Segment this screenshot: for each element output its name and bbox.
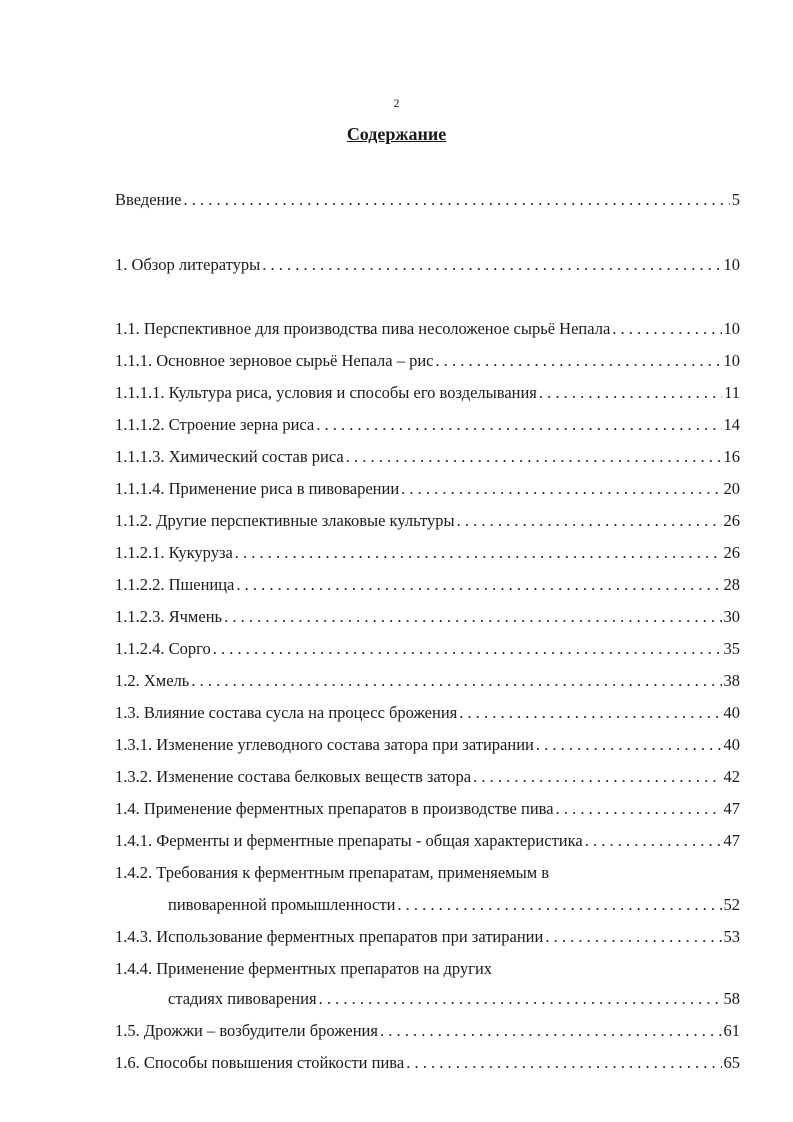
dot-leader xyxy=(316,412,721,438)
dot-leader xyxy=(545,924,721,950)
toc-entry xyxy=(115,316,740,342)
dot-leader xyxy=(235,540,722,566)
toc-entry-label-continuation: пивоваренной промышленности xyxy=(168,895,396,914)
toc-entry-page: 10 xyxy=(723,255,740,274)
toc-entry-page: 26 xyxy=(723,543,740,562)
toc-entry-label-continuation: стадиях пивоварения xyxy=(168,989,317,1008)
toc-entry-page: 26 xyxy=(723,511,740,530)
toc-entry-page: 10 xyxy=(723,351,740,370)
toc-entry-label: 1.3. Влияние состава сусла на процесс брожения xyxy=(115,703,458,722)
toc-entry-page: 40 xyxy=(723,703,740,722)
toc-entry xyxy=(115,764,740,790)
toc-entry-page: 65 xyxy=(723,1053,740,1072)
toc-entry-page: 47 xyxy=(723,831,740,850)
toc-entry-continuation xyxy=(168,986,740,1012)
dot-leader xyxy=(397,892,721,918)
toc-entry xyxy=(115,252,740,278)
dot-leader xyxy=(319,986,722,1012)
toc-entry-label: 1.1.2. Другие перспективные злаковые культуры xyxy=(115,511,455,530)
toc-entry-label: 1.4.2. Требования к ферментным препаратам, применяемым в xyxy=(115,863,550,882)
toc-entry xyxy=(115,924,740,950)
toc-entry xyxy=(115,1018,740,1044)
toc-entry-page: 11 xyxy=(724,383,740,402)
dot-leader xyxy=(191,668,721,694)
dot-leader xyxy=(459,700,721,726)
toc-entry xyxy=(115,348,740,374)
toc-entry-page: 58 xyxy=(723,989,740,1008)
dot-leader xyxy=(457,508,722,534)
toc-entry-page: 42 xyxy=(723,767,740,786)
toc-entry-page: 30 xyxy=(723,607,740,626)
toc-entry-label: 1.1.1. Основное зерновое сырьё Непала – рис xyxy=(115,351,434,370)
toc-entry-label: 1.4.3. Использование ферментных препаратов при затирании xyxy=(115,927,544,946)
dot-leader xyxy=(236,572,721,598)
toc-entry-page: 40 xyxy=(723,735,740,754)
toc-entry-page: 61 xyxy=(723,1021,740,1040)
dot-leader xyxy=(406,1050,721,1076)
toc-entry-label: 1.1.2.4. Сорго xyxy=(115,639,211,658)
toc-entry xyxy=(115,380,740,406)
toc-entry xyxy=(115,444,740,470)
dot-leader xyxy=(184,187,730,213)
toc-entry-label: 1.5. Дрожжи – возбудители брожения xyxy=(115,1021,378,1040)
toc-entry-label: 1.1.1.3. Химический состав риса xyxy=(115,447,344,466)
toc-entry-page: 47 xyxy=(723,799,740,818)
dot-leader xyxy=(473,764,721,790)
toc-entry-label: Введение xyxy=(115,190,182,209)
dot-leader xyxy=(585,828,722,854)
page-number: 2 xyxy=(393,96,400,110)
toc-entry xyxy=(115,412,740,438)
toc-entry-continuation xyxy=(168,892,740,918)
toc-entry xyxy=(115,476,740,502)
toc-entry xyxy=(115,572,740,598)
toc-entry-label: 1.1. Перспективное для производства пива несоложеное сырьё Непала xyxy=(115,319,611,338)
toc-entry xyxy=(115,700,740,726)
dot-leader xyxy=(213,636,722,662)
toc-entry-page: 52 xyxy=(723,895,740,914)
dot-leader xyxy=(224,604,721,630)
toc-entry-page: 16 xyxy=(723,447,740,466)
toc-entry-page: 14 xyxy=(723,415,740,434)
toc-entry-page: 35 xyxy=(723,639,740,658)
toc-entry-label: 1.3.1. Изменение углеводного состава затора при затирании xyxy=(115,735,534,754)
toc-entry-label: 1.2. Хмель xyxy=(115,671,190,690)
toc-entry xyxy=(115,604,740,630)
toc-entry-page: 53 xyxy=(723,927,740,946)
toc-entry-label: 1.4.4. Применение ферментных препаратов на других xyxy=(115,959,493,978)
toc-entry-label: 1.1.2.3. Ячмень xyxy=(115,607,223,626)
toc-entry xyxy=(115,732,740,758)
toc-entry-page: 5 xyxy=(731,190,740,209)
toc-entry xyxy=(115,540,740,566)
dot-leader xyxy=(346,444,722,470)
toc-entry-label: 1. Обзор литературы xyxy=(115,255,261,274)
toc-entry-page: 10 xyxy=(723,319,740,338)
toc-entry-page: 28 xyxy=(723,575,740,594)
dot-leader xyxy=(401,476,721,502)
toc-entry-label: 1.4. Применение ферментных препаратов в производстве пива xyxy=(115,799,554,818)
toc-entry xyxy=(115,1050,740,1076)
toc-entry xyxy=(115,796,740,822)
toc-entry-label: 1.4.1. Ферменты и ферментные препараты - общая характеристика xyxy=(115,831,583,850)
dot-leader xyxy=(612,316,721,342)
toc-entry-label: 1.1.1.1. Культура риса, условия и способы его возделывания xyxy=(115,383,537,402)
toc-entry-label: 1.1.1.2. Строение зерна риса xyxy=(115,415,315,434)
dot-leader xyxy=(536,732,722,758)
toc-entry xyxy=(115,508,740,534)
dot-leader xyxy=(262,252,721,278)
toc-entry xyxy=(115,636,740,662)
toc-entry-label: 1.6. Способы повышения стойкости пива xyxy=(115,1053,405,1072)
toc-entry-label: 1.1.1.4. Применение риса в пивоварении xyxy=(115,479,400,498)
dot-leader xyxy=(380,1018,722,1044)
toc-entry-label: 1.1.2.2. Пшеница xyxy=(115,575,235,594)
toc-entry-label: 1.3.2. Изменение состава белковых веществ затора xyxy=(115,767,472,786)
toc-entry xyxy=(115,828,740,854)
toc-entry-label: 1.1.2.1. Кукуруза xyxy=(115,543,233,562)
dot-leader xyxy=(539,380,722,406)
page-title: Содержание xyxy=(346,124,447,144)
dot-leader xyxy=(435,348,721,374)
toc-entry xyxy=(115,668,740,694)
toc-entry-page: 20 xyxy=(723,479,740,498)
toc-entry xyxy=(115,187,740,213)
toc-entry-page: 38 xyxy=(723,671,740,690)
dot-leader xyxy=(556,796,722,822)
